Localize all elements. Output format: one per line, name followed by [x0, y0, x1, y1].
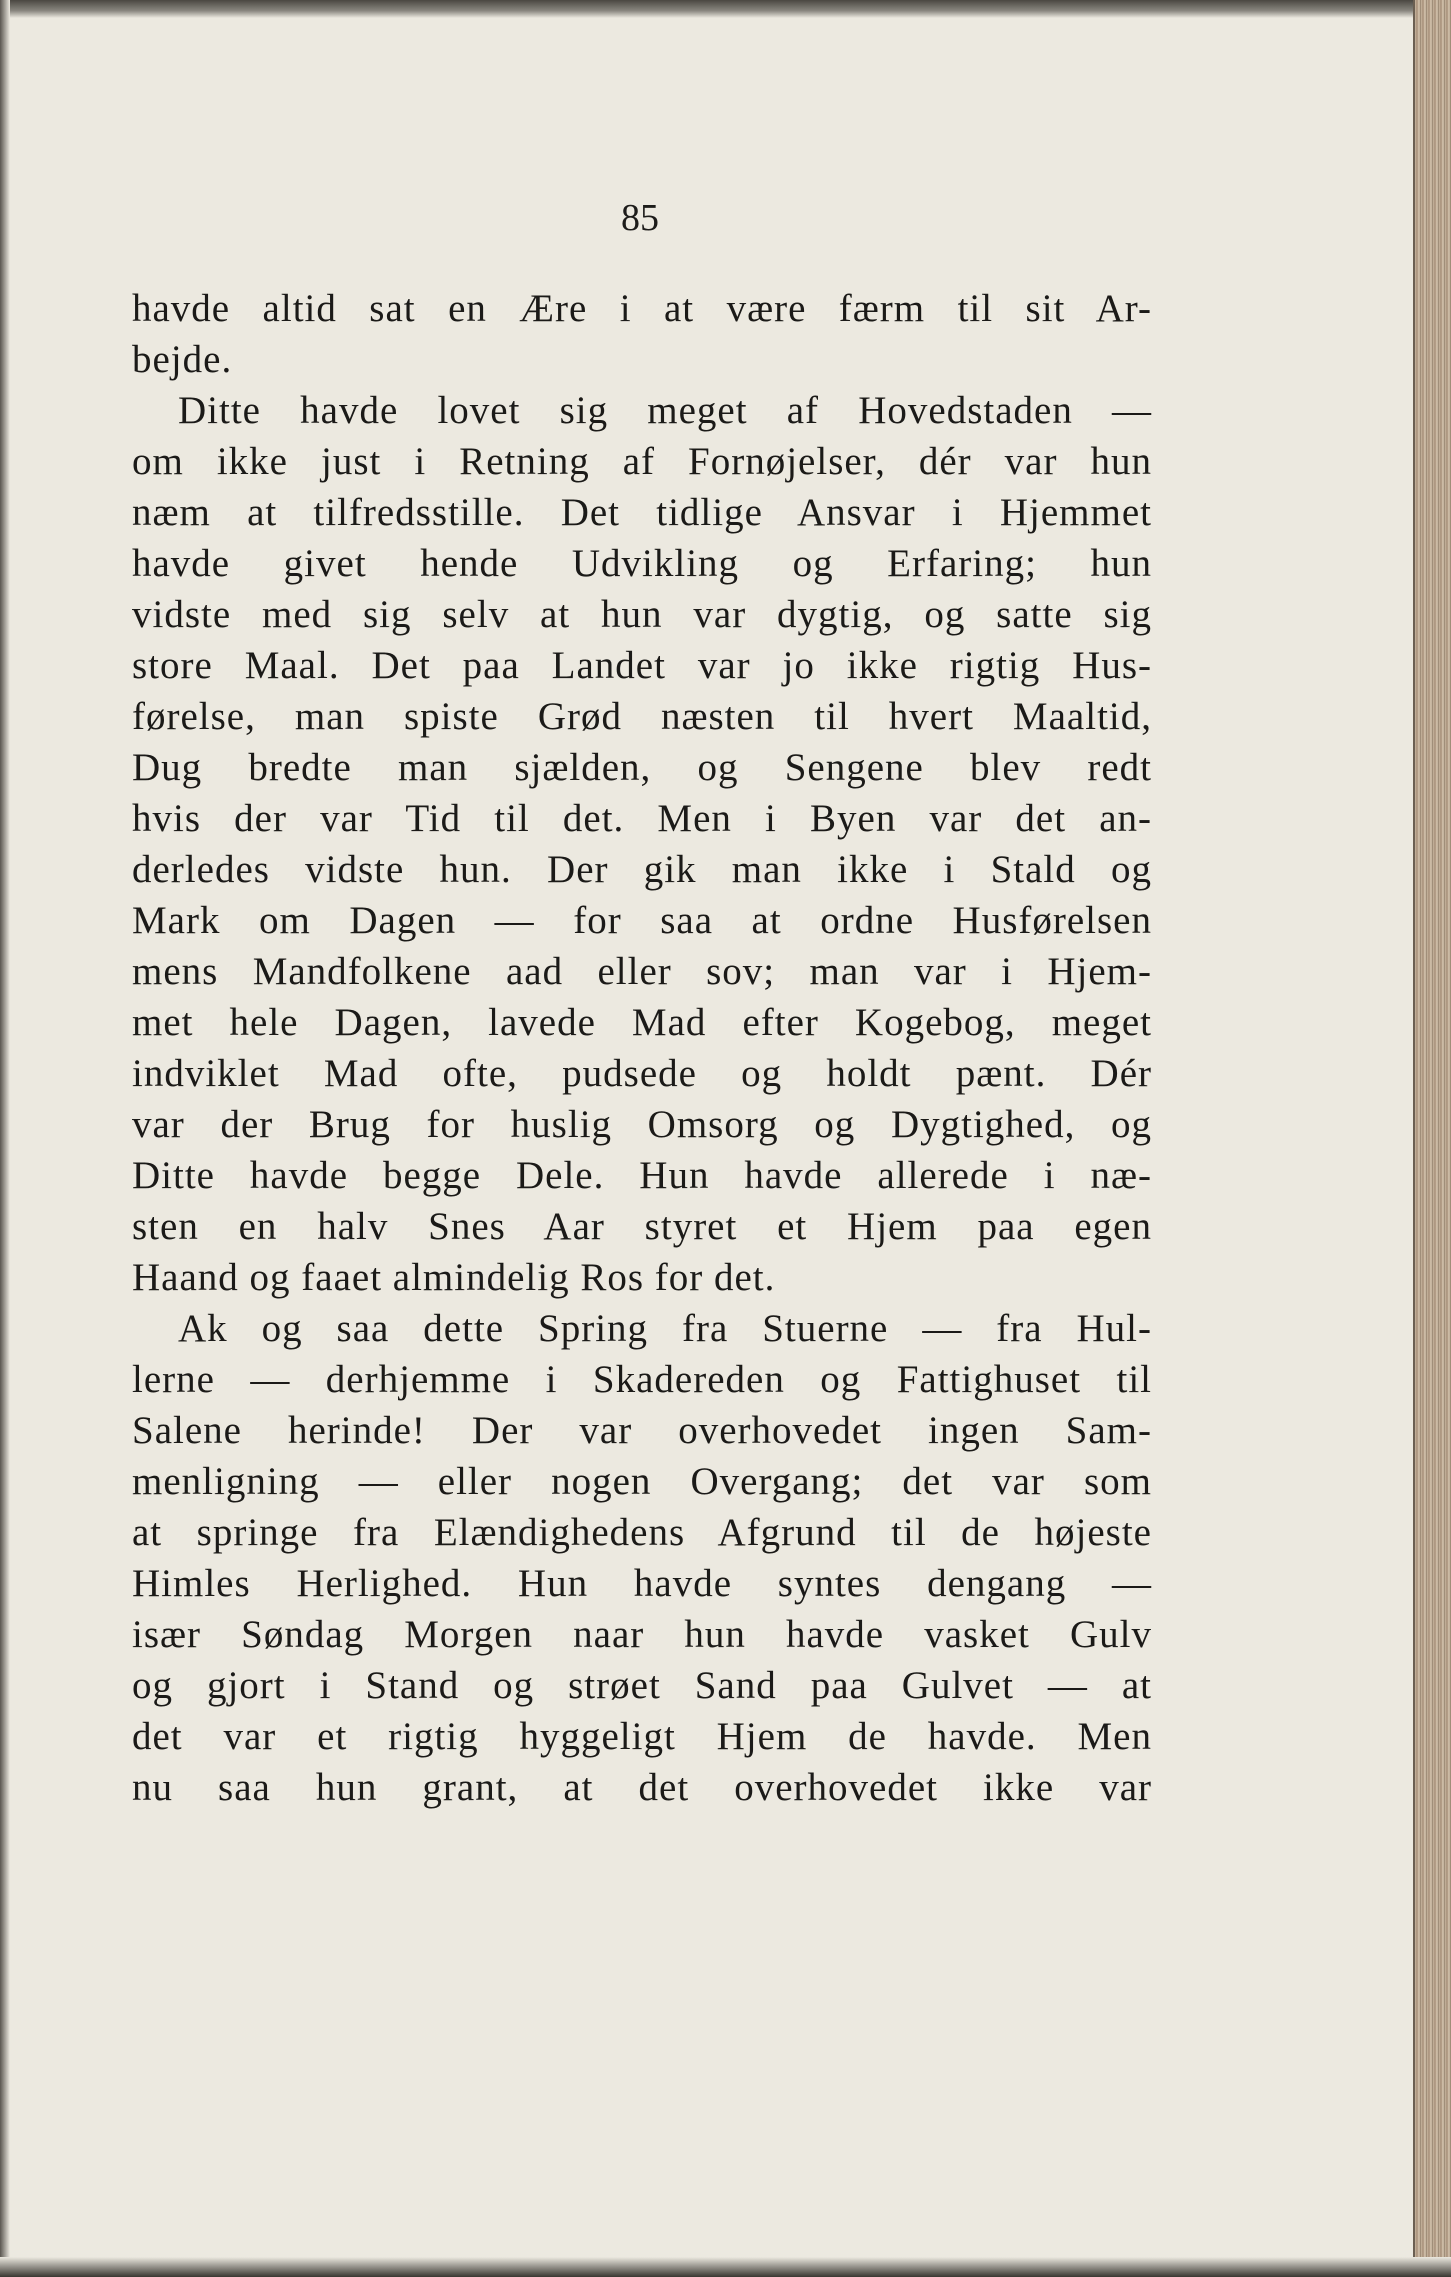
- text-line: Ditte havde begge Dele. Hun havde allerede i næ-: [132, 1154, 1152, 1197]
- text-line: lerne — derhjemme i Skadereden og Fattighuset til: [132, 1358, 1152, 1401]
- text-line: næm at tilfredsstille. Det tidlige Ansvar i Hjemmet: [132, 491, 1152, 534]
- text-line: vidste med sig selv at hun var dygtig, og satte sig: [132, 593, 1152, 636]
- text-line: Ak og saa dette Spring fra Stuerne — fra Hul-: [178, 1307, 1152, 1350]
- text-line: hvis der var Tid til det. Men i Byen var det an-: [132, 797, 1152, 840]
- text-line: Mark om Dagen — for saa at ordne Husførelsen: [132, 899, 1152, 942]
- text-line: havde givet hende Udvikling og Erfaring; hun: [132, 542, 1152, 585]
- text-line: og gjort i Stand og strøet Sand paa Gulvet — at: [132, 1664, 1152, 1707]
- book-fore-edge: [1413, 0, 1451, 2277]
- text-line: nu saa hun grant, at det overhovedet ikke var: [132, 1766, 1152, 1809]
- text-line: Ditte havde lovet sig meget af Hovedstaden —: [178, 389, 1152, 432]
- text-line: Dug bredte man sjælden, og Sengene blev redt: [132, 746, 1152, 789]
- text-line: om ikke just i Retning af Fornøjelser, dér var hun: [132, 440, 1152, 483]
- text-line: met hele Dagen, lavede Mad efter Kogebog, meget: [132, 1001, 1152, 1044]
- text-line: sten en halv Snes Aar styret et Hjem paa egen: [132, 1205, 1152, 1248]
- text-line: var der Brug for huslig Omsorg og Dygtighed, og: [132, 1103, 1152, 1146]
- text-line: især Søndag Morgen naar hun havde vasket Gulv: [132, 1613, 1152, 1656]
- text-line: Himles Herlighed. Hun havde syntes dengang —: [132, 1562, 1152, 1605]
- text-line: førelse, man spiste Grød næsten til hvert Maaltid,: [132, 695, 1152, 738]
- text-line: havde altid sat en Ære i at være færm til sit Ar-: [132, 287, 1152, 330]
- text-line: bejde.: [132, 338, 233, 381]
- body-text: [132, 283, 1152, 1813]
- text-line: derledes vidste hun. Der gik man ikke i Stald og: [132, 848, 1152, 891]
- page-left-edge: [0, 0, 10, 2277]
- text-line: mens Mandfolkene aad eller sov; man var i Hjem-: [132, 950, 1152, 993]
- page-number: 85: [621, 197, 659, 239]
- text-line: store Maal. Det paa Landet var jo ikke rigtig Hus-: [132, 644, 1152, 687]
- text-line: menligning — eller nogen Overgang; det var som: [132, 1460, 1152, 1503]
- text-line: Salene herinde! Der var overhovedet ingen Sam-: [132, 1409, 1152, 1452]
- page-bottom-edge: [0, 2257, 1451, 2277]
- text-line: indviklet Mad ofte, pudsede og holdt pænt. Dér: [132, 1052, 1152, 1095]
- text-line: Haand og faaet almindelig Ros for det.: [132, 1256, 776, 1299]
- text-line: at springe fra Elændighedens Afgrund til de højeste: [132, 1511, 1152, 1554]
- text-line: det var et rigtig hyggeligt Hjem de havde. Men: [132, 1715, 1152, 1758]
- page-top-edge: [0, 0, 1451, 18]
